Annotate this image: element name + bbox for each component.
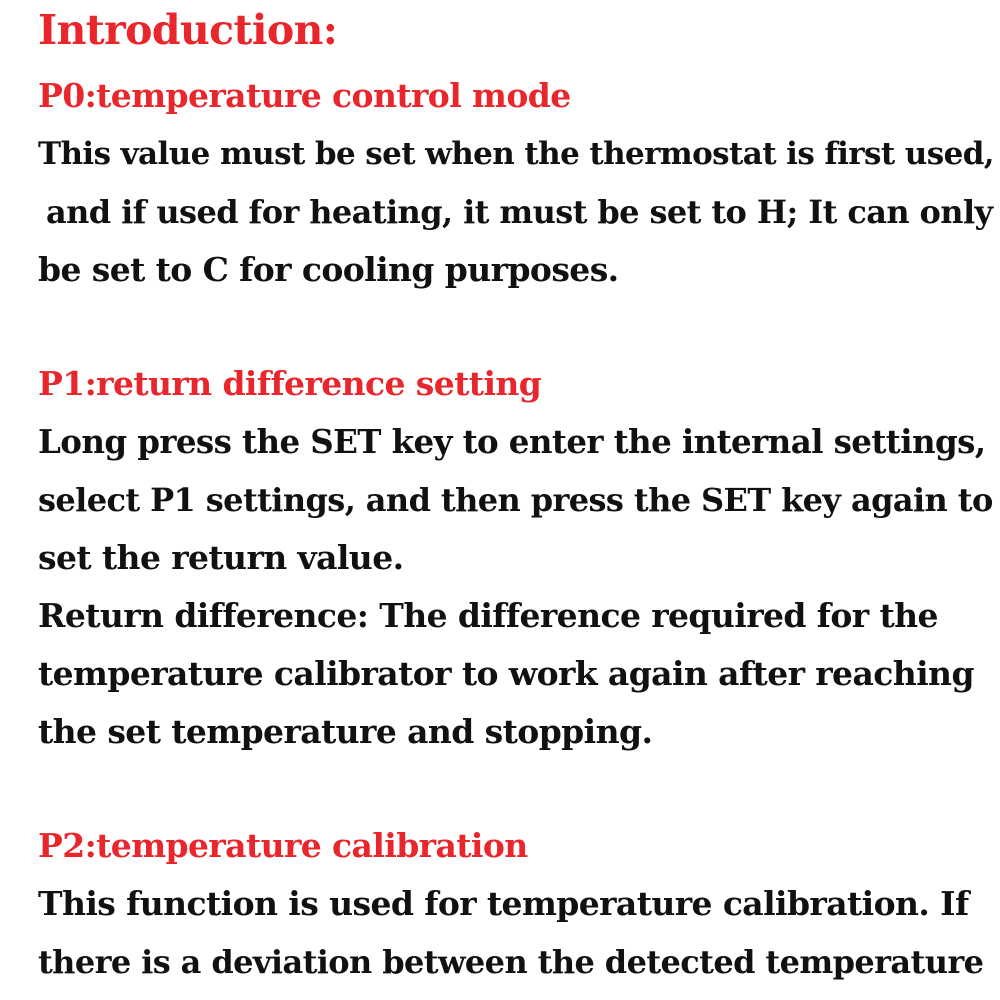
paragraph-line: This value must be set when the thermostat is first used, (38, 136, 994, 172)
paragraph-line: set the return value. (38, 538, 404, 577)
paragraph-line: This function is used for temperature calibration. If (38, 884, 969, 923)
paragraph-line: there is a deviation between the detected temperature (38, 943, 984, 981)
paragraph-line: be set to C for cooling purposes. (38, 250, 619, 289)
section-heading-p1: P1:return difference setting (38, 364, 542, 403)
paragraph-line: the set temperature and stopping. (38, 712, 653, 751)
paragraph-line: temperature calibrator to work again after reaching (38, 654, 974, 693)
paragraph-line: Long press the SET key to enter the internal settings, (38, 422, 986, 461)
paragraph-line: and if used for heating, it must be set to H; It can only (46, 193, 993, 231)
section-heading-p0: P0:temperature control mode (38, 76, 571, 115)
page-title: Introduction: (38, 6, 338, 54)
section-heading-p2: P2:temperature calibration (38, 826, 528, 865)
paragraph-line: Return difference: The difference required for the (38, 596, 938, 635)
paragraph-line: select P1 settings, and then press the SET key again to (38, 481, 993, 519)
